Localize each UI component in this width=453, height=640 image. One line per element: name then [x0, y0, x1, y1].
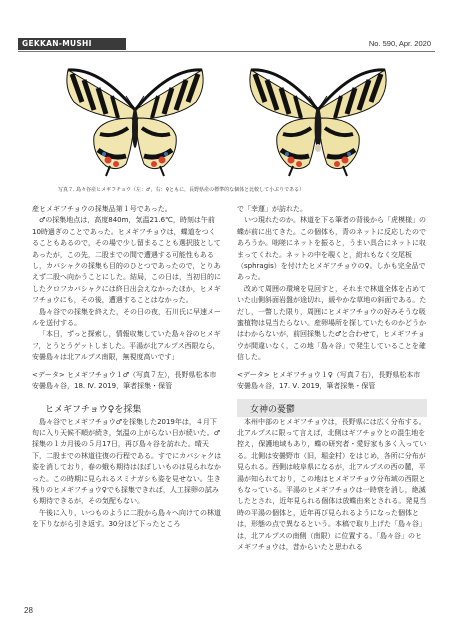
paragraph: 島々谷での採集を終えた，その日の夜，石川氏に早速メールを送付する。	[32, 307, 221, 328]
paragraph: 改めて周囲の環境を見回すと，それまで林道全体を占めていた山側斜面岩盤が途切れ，緩やかな草地の斜面である。ただし，一瞥した限り，周囲にヒメギフチョウの好みそうな吸蜜植物は見当たらない。産卵場所を探していたものかどうかはわからないが，前回採集した♂と合わせて，ヒメギフチョウが間違いなく，この地「島々谷」で発生していることを確信した。	[237, 284, 427, 362]
paragraph: 午後に入り，いつものように二股から島々へ向けての林道を下りながら引き返す。30分ほど下ったところ	[32, 508, 221, 529]
specimen-data-female: <データ> ヒメギフチョウ１♀（写真７右），長野県松本市安曇島々谷，17. Ⅴ. 2019，筆者採集・保管	[237, 370, 421, 391]
figure-caption: 写真７. 島々谷産ヒメギフチョウ（左：♂，右：♀ともに，長野県産の標準的な個体と比較して小ぶりである）	[58, 187, 305, 193]
paragraph: で「幸運」が訪れた。	[237, 205, 307, 213]
paragraph: いつ現れたのか。林道を下る筆者の背後から「虎模様」の蝶が前に出てきた。この個体も，青のネットに反応したのであろうか。咄嗟にネットを振ると，うまい具合にネットに収まってくれた。ネットの中を覗くと，紛れもなく交尾板（sphragis）を付けたヒメギフチョウの♀。しかも完全品であった。	[237, 216, 426, 282]
specimen-data-male: <データ> ヒメギフチョウ１♂（写真７左），長野県松本市安曇島々谷，18. Ⅳ. 2019，筆者採集・保管	[32, 370, 217, 391]
magazine-header-band	[18, 38, 126, 50]
magazine-name: GEKKAN-MUSHI	[22, 39, 92, 48]
section-heading: 女神の憂鬱	[237, 399, 427, 417]
left-column	[32, 204, 222, 531]
butterfly-photo-male	[60, 58, 210, 180]
butterfly-photo-female	[243, 58, 393, 180]
paragraph: 島々谷でヒメギフチョウ♂を採集した2019年は，４月下旬に入り天候不順が続き，気温の上がらない日が続いた。♂採集の１カ月後の５月17日，再び島々谷を訪れた。晴天下，二股までの林道往復の行程である。すでにカバシャクは姿を消しており，春の蛾も期待はほぼしいものは見られなかった。この時期に見られるスミナガシも姿を見せない。生き残りのヒメギフチョウ♀でも採集できれば，人工採卵の試みも期待できるが，その気配もない。	[32, 417, 222, 506]
paragraph: 産ヒメギフチョウの採集品第１号であった。	[32, 205, 172, 213]
butterfly-male-illustration	[67, 70, 203, 176]
issue-number: No. 590, Apr. 2020	[368, 39, 431, 48]
page-number: 28	[24, 606, 33, 615]
right-column	[237, 204, 427, 553]
butterfly-female-illustration	[250, 70, 386, 176]
header-rule	[18, 51, 435, 52]
paragraph: 「本日，ずっと探索し，情報収集していた島々谷のヒメギフ，とうとうゲットしました。平湯が北アルプス西限なら，安曇島々は北アルプス南限，無視度高いです」	[32, 330, 221, 362]
paragraph: 本州中部のヒメギフチョウは，長野県には広く分布する。北アルプスに限って言えば，北側はギフチョウとの混生地を控え，保護地域もあり，蝶の研究者・愛好家も多く入っている。北側は安曇野市（旧，堀金村）をはじめ，各所に分布が見られる。西側は岐阜県になるが，北アルプスの西の麓，平湯が知られており，この地はヒメギフチョウ分布域の西限ともなっている。平湯のヒメギフチョウは一時衰を消し，絶滅したとされ，近年見られる個体は放蝶由来とされる。発見当時の平湯の個体と，近年再び見られるようになった個体とは，形態の点で異なるという。本稿で取り上げた「島々谷」は，北アルプスの南側（南限）に位置する。「島々谷」のヒメギフチョウは，昔からいたと思われる	[237, 417, 427, 551]
paragraph: ♂の採集地点は，高度840m，気温21.6℃，時刻は午前10時過ぎのことであった。ヒメギフチョウは，蝶道をつくることもあるので，その場で少し留まることも選択肢としてあったが，この先，二股までの間で遭遇する可能性もあるし，カバシャクの採集も目的のひとつであったので，とりあえず二股へ向かうことにした。結局，この日は，当初目的にしたクロフカバシャクには終日出会えなかったほか，ヒメギフチョウにも，その後，遭遇することはなかった。	[32, 216, 221, 305]
section-heading: ヒメギフチョウ♀を採集	[45, 404, 142, 415]
